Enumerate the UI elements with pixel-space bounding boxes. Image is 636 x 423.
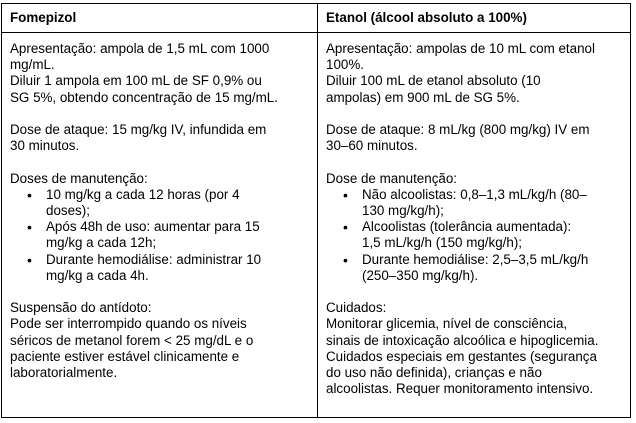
- text-line: paciente estiver estável clinicamente e: [10, 348, 240, 364]
- text-line: 30 minutos.: [10, 138, 80, 154]
- bullet-list: [10, 187, 309, 284]
- text-line: Diluir 1 ampola em 100 mL de SF 0,9% ou: [10, 73, 262, 89]
- text-line: Apresentação: ampola de 1,5 mL com 1000: [10, 41, 270, 56]
- text-line: Monitorar glicemia, nível de consciência,: [326, 316, 568, 332]
- text-line: sinais de intoxicação alcoólica e hipoglicemia.: [326, 332, 599, 348]
- section-title: Suspensão do antídoto:: [10, 300, 152, 316]
- etanol-presentation: [326, 41, 622, 106]
- fomepizol-suspension: [10, 300, 309, 381]
- etanol-attack-dose: [326, 122, 622, 154]
- text-line: • Durante hemodiálise: administrar 10: [46, 251, 262, 267]
- fomepizol-maintenance: [10, 171, 309, 284]
- list-item: [46, 187, 309, 219]
- text-line: • Durante hemodiálise: 2,5–3,5 mL/kg/h: [362, 251, 589, 267]
- text-line: • Após 48h de uso: aumentar para 15: [46, 219, 260, 235]
- text-line: 1,5 mL/kg/h (150 mg/kg/h);: [362, 235, 523, 251]
- bullet-list: [326, 187, 622, 284]
- text-line: mg/kg a cada 4h.: [46, 267, 149, 283]
- fomepizol-column: [2, 4, 318, 417]
- text-line: laboratorialmente.: [10, 365, 118, 381]
- text-line: séricos de metanol forem < 25 mg/dL e o: [10, 332, 254, 348]
- text-line: Dose de ataque: 8 mL/kg (800 mg/kg) IV em: [326, 122, 590, 137]
- list-item: [46, 219, 309, 251]
- fomepizol-presentation: [10, 41, 309, 106]
- section-title: Doses de manutenção:: [10, 170, 148, 186]
- header-divider: [318, 32, 630, 33]
- header-divider: [2, 32, 317, 33]
- etanol-column: [318, 4, 630, 417]
- section-title: Dose de manutenção:: [326, 170, 458, 186]
- text-line: • 10 mg/kg a cada 12 horas (por 4: [46, 186, 240, 202]
- antidote-table: [1, 3, 631, 418]
- section-title: Cuidados:: [326, 300, 387, 316]
- text-line: 100%.: [326, 57, 364, 73]
- text-line: 30–60 minutos.: [326, 138, 418, 154]
- text-line: do uso não definida), crianças e não: [326, 365, 542, 381]
- text-line: • Alcoolistas (tolerância aumentada):: [362, 219, 572, 235]
- text-line: doses);: [46, 203, 90, 218]
- etanol-header: Etanol (álcool absoluto a 100%): [326, 10, 527, 25]
- text-line: Cuidados especiais em gestantes (segurança: [326, 348, 597, 364]
- list-item: [46, 252, 309, 284]
- etanol-care: [326, 300, 622, 397]
- text-line: • Não alcoolistas: 0,8–1,3 mL/kg/h (80–: [362, 186, 587, 202]
- text-line: mg/mL.: [10, 57, 55, 73]
- text-line: 130 mg/kg/h);: [362, 203, 444, 218]
- text-line: ampolas) em 900 mL de SG 5%.: [326, 89, 520, 105]
- list-item: [362, 187, 622, 219]
- list-item: [362, 219, 622, 251]
- text-line: Dose de ataque: 15 mg/kg IV, infundida em: [10, 122, 267, 137]
- list-item: [362, 252, 622, 284]
- text-line: Pode ser interrompido quando os níveis: [10, 316, 247, 332]
- text-line: (250–350 mg/kg/h).: [362, 267, 479, 283]
- fomepizol-attack-dose: [10, 122, 309, 154]
- text-line: alcoolistas. Requer monitoramento intensivo.: [326, 381, 594, 397]
- text-line: Diluir 100 mL de etanol absoluto (10: [326, 73, 541, 89]
- text-line: mg/kg a cada 12h;: [46, 235, 157, 251]
- text-line: Apresentação: ampolas de 10 mL com etanol: [326, 41, 595, 56]
- text-line: SG 5%, obtendo concentração de 15 mg/mL.: [10, 89, 278, 105]
- etanol-maintenance: [326, 171, 622, 284]
- fomepizol-header: Fomepizol: [10, 10, 77, 25]
